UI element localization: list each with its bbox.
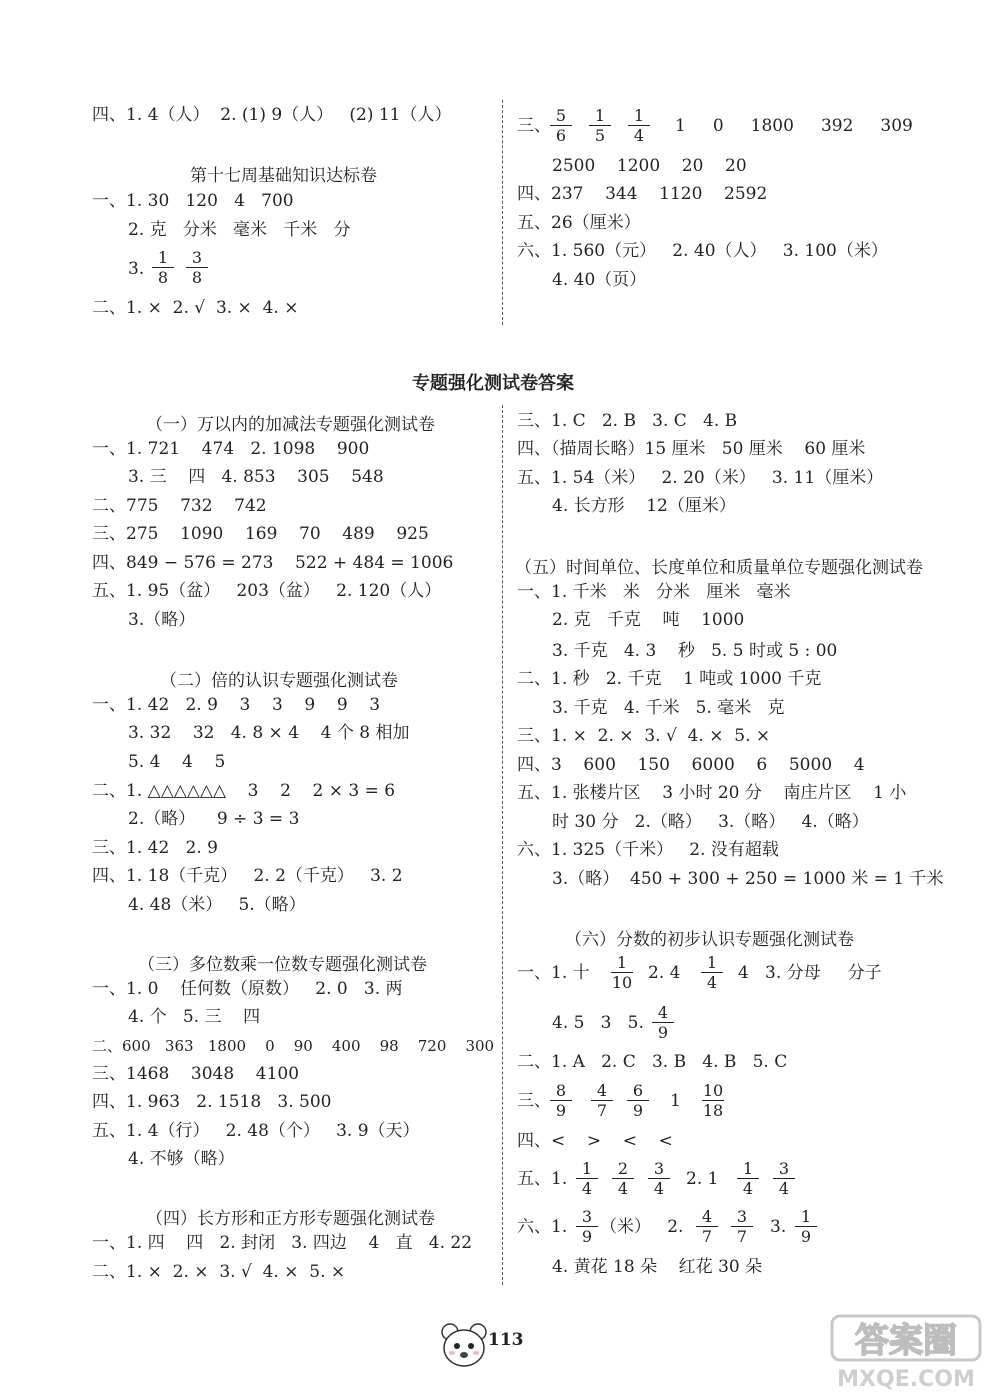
text-line: 三、 [517,1091,551,1111]
column-divider [502,100,503,325]
text-line: 三、1. C 2. B 3. C 4. B [517,411,738,431]
page-title: 专题强化测试卷答案 [412,373,574,394]
text-line: 3.（略） [128,610,196,630]
text-line: 2. 克 千克 吨 1000 [552,610,745,630]
text-line: 五、1. 54（米） 2. 20（米） 3. 11（厘米） [517,468,884,488]
text-line: 4. 不够（略） [128,1149,235,1169]
text-line: 六、1. 325（千米） 2. 没有超载 [517,840,779,860]
text-line: 3. 32 32 4. 8 × 4 4 个 8 相加 [128,723,410,743]
fraction: $\frac{3}{8}$ [186,248,208,287]
fraction: $\frac{1}{4}$ [701,953,723,992]
section-title: （二）倍的认识专题强化测试卷 [160,671,398,691]
text-line: 时 30 分 2.（略） 3.（略） 4.（略） [552,812,869,832]
text-line: 一、1. 0 任何数（原数） 2. 0 3. 两 [92,979,403,999]
section-title: （四）长方形和正方形专题强化测试卷 [146,1209,435,1229]
text-line: 2500 1200 20 20 [552,156,747,176]
text-line: 三、275 1090 169 70 489 925 [92,524,429,544]
fraction: $\frac{4}{9}$ [652,1003,674,1042]
text-line: 3.（略） 450 + 300 + 250 = 1000 米 = 1 千米 [552,869,944,889]
fraction: $\frac{3}{7}$ [731,1207,753,1246]
text-line: 三、1468 3048 4100 [92,1064,300,1084]
text-line: 4. 长方形 12（厘米） [552,496,736,516]
text-line: 四、1. 4（人） 2. (1) 9（人） (2) 11（人） [92,105,452,125]
watermark-top-text: 答案圈 [855,1321,957,1361]
text-line: 六、1. 560（元） 2. 40（人） 3. 100（米） [517,241,888,261]
fraction: $\frac{1}{8}$ [152,248,174,287]
text-line: 一、1. 30 120 4 700 [92,191,294,211]
text-line: 3. [770,1217,787,1237]
text-line: 二、1. A 2. C 3. B 4. B 5. C [517,1052,788,1072]
section-title: 第十七周基础知识达标卷 [190,166,377,186]
fraction: $\frac{2}{4}$ [612,1159,634,1198]
fraction: $\frac{3}{9}$ [576,1207,598,1246]
text-line: 四、237 344 1120 2592 [517,184,768,204]
text-line: 一、1. 721 474 2. 1098 900 [92,439,370,459]
text-line: 五、1. 张楼片区 3 小时 20 分 南庄片区 1 小 [517,783,907,803]
fraction: $\frac{4}{7}$ [591,1081,613,1120]
text-line: 5. 4 4 5 [128,752,226,772]
text-line: 2.（略） 9 ÷ 3 = 3 [128,809,300,829]
text-line: 2. 克 分米 毫米 千米 分 [128,220,351,240]
text-line: 五、26（厘米） [517,213,641,233]
text-line: 4. 48（米） 5.（略） [128,895,306,915]
fraction: $\frac{10}{18}$ [702,1081,724,1120]
fraction: $\frac{5}{6}$ [550,106,572,145]
watermark-logo [826,1310,986,1390]
text-line: 五、1. 4（行） 2. 48（个） 3. 9（天） [92,1121,420,1141]
text-line: 4. 黄花 18 朵 红花 30 朵 [552,1257,763,1277]
text-line: 二、600 363 1800 0 90 400 98 720 300 [92,1037,495,1055]
watermark-bottom-text: MXQE.COM [837,1367,975,1390]
text-line: 3. [128,259,145,279]
text-line: 4. 个 5. 三 四 [128,1007,261,1027]
section-title: （六）分数的初步认识专题强化测试卷 [565,930,854,950]
text-line: 一、1. 42 2. 9 3 3 9 9 3 [92,695,381,715]
text-line: 四、1. 963 2. 1518 3. 500 [92,1092,332,1112]
column-divider [502,405,503,1285]
text-line: 二、775 732 742 [92,496,267,516]
section-title: （三）多位数乘一位数专题强化测试卷 [138,955,427,975]
text-line: 六、1. [517,1217,568,1237]
fraction: $\frac{4}{7}$ [696,1207,718,1246]
text-line: 五、1. [517,1169,568,1189]
fraction: $\frac{1}{9}$ [795,1207,817,1246]
text-line: 4. 40（页） [552,270,647,290]
fraction: $\frac{3}{4}$ [773,1159,795,1198]
text-line: 二、1. 秒 2. 千克 1 吨或 1000 千克 [517,669,822,689]
fraction: $\frac{8}{9}$ [550,1081,572,1120]
fraction: $\frac{1}{4}$ [576,1159,598,1198]
text-line: 1 0 1800 392 309 [675,116,913,136]
text-line: 四、1. 18（千克） 2. 2（千克） 3. 2 [92,866,403,886]
fraction: $\frac{1}{10}$ [611,953,633,992]
text-line: 二、1. × 2. √ 3. × 4. × [92,298,299,318]
text-line: 四、3 600 150 6000 6 5000 4 [517,755,865,775]
text-line: 3. 三 四 4. 853 305 548 [128,467,384,487]
section-title: （五）时间单位、长度单位和质量单位专题强化测试卷 [515,558,923,578]
text-line: 三、 [517,116,551,136]
text-line: 三、1. × 2. × 3. √ 4. × 5. × [517,726,771,746]
text-line: 五、1. 95（盆） 203（盆） 2. 120（人） [92,581,442,601]
text-line: 四、（描周长略）15 厘米 50 厘米 60 厘米 [517,439,866,459]
text-line: 4 3. 分母 分子 [738,963,882,983]
text-line: 1 [670,1091,681,1111]
text-line: 二、1. △△△△△△ 3 2 2 × 3 = 6 [92,781,396,801]
text-line: 一、1. 四 四 2. 封闭 3. 四边 4 直 4. 22 [92,1233,473,1253]
text-line: 3. 千克 4. 3 秒 5. 5 时或 5 : 00 [552,641,838,661]
text-line: 三、1. 42 2. 9 [92,838,218,858]
fraction: $\frac{1}{4}$ [737,1159,759,1198]
text-line: 4. 5 3 5. [552,1013,644,1033]
text-line: （米） 2. [600,1217,684,1237]
text-line: 四、< > < < [517,1131,673,1151]
text-line: 一、1. 十 [517,963,590,983]
text-line: 2. 4 [648,963,681,983]
text-line: 四、849 − 576 = 273 522 + 484 = 1006 [92,553,454,573]
section-title: （一）万以内的加减法专题强化测试卷 [146,415,435,435]
fraction: $\frac{1}{4}$ [628,106,650,145]
page-number: 113 [488,1330,524,1350]
text-line: 2. 1 [686,1169,719,1189]
fraction: $\frac{3}{4}$ [648,1159,670,1198]
fraction: $\frac{1}{5}$ [589,106,611,145]
fraction: $\frac{6}{9}$ [627,1081,649,1120]
text-line: 二、1. × 2. × 3. √ 4. × 5. × [92,1262,346,1282]
text-line: 一、1. 千米 米 分米 厘米 毫米 [517,582,791,602]
text-line: 3. 千克 4. 千米 5. 毫米 克 [552,698,785,718]
